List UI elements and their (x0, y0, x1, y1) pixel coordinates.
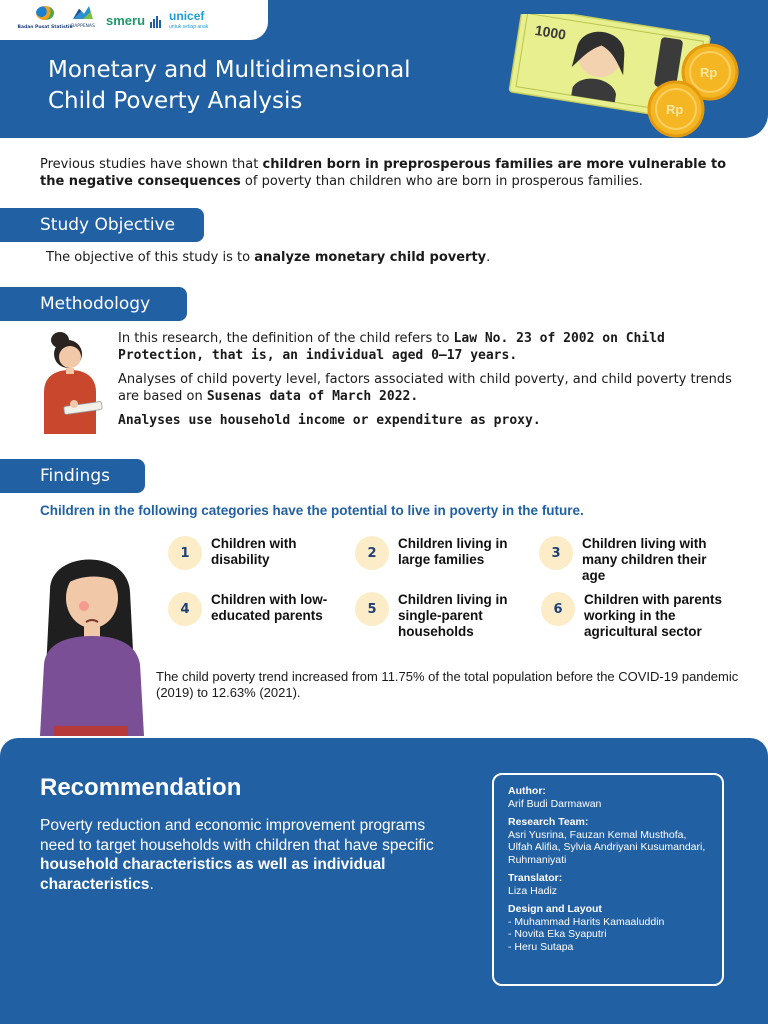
research-team-label: Research Team: (508, 816, 589, 828)
designer-name: - Heru Sutapa (508, 940, 574, 953)
unicef-logo: unicef untuk setiap anak (169, 9, 209, 30)
svg-text:Rp: Rp (666, 102, 684, 117)
designer-name: - Novita Eka Syaputri (508, 928, 607, 940)
designer-name: - Muhammad Harits Kamaaluddin (508, 915, 665, 928)
header (0, 0, 768, 138)
finding-category-2: 2 Children living in large families (355, 536, 538, 570)
methodology-text (118, 330, 738, 436)
bps-logo: Badan Pusat Statistik (30, 6, 60, 34)
finding-category-1: 1 Children with disability (168, 536, 351, 570)
objective-text: The objective of this study is to analyze monetary child poverty. (46, 250, 491, 265)
findings-lead: Children in the following categories have the potential to live in poverty in the future. (40, 503, 584, 518)
bappenas-logo: BAPPENAS (68, 6, 98, 34)
design-layout-label: Design and Layout (508, 903, 602, 915)
svg-text:Rp: Rp (700, 65, 718, 80)
finding-category-6: 6 Children with parents working in the agricultural sector (541, 592, 724, 640)
methodology-paragraph-2: Analyses of child poverty level, factors associated with child poverty, and child poverty trends are based on Susenas data of March 2022. (118, 372, 732, 404)
author-label: Author: (508, 785, 546, 797)
author-name: Arif Budi Darmawan (508, 797, 602, 810)
methodology-paragraph-1: In this research, the definition of the child refers to Law No. 23 of 2002 on Child Protection, that is, an individual aged 0–17 years. (118, 331, 665, 363)
section-heading-findings: Findings (0, 459, 145, 493)
research-team-names: Asri Yusrina, Fauzan Kemal Musthofa, Ulfah Alifia, Sylvia Andriyani Kusumandari, Ruhmaniyati (508, 828, 706, 866)
smeru-logo: smeru (106, 13, 161, 28)
poverty-trend-text: The child poverty trend increased from 11.75% of the total population before the COVID-19 pandemic (2019) to 12.63% (2021). (156, 669, 739, 700)
page-title: Monetary and Multidimensional Child Poverty Analysis (48, 57, 411, 114)
recommendation-text: Poverty reduction and economic improvement programs need to target households with children that have specific household characteristics as well as individual characteristics. (40, 817, 434, 893)
intro-paragraph: Previous studies have shown that children born in preprosperous families are more vulnerable to the negative consequences of poverty than children who are born in prosperous families. (40, 157, 727, 189)
recommendation-heading: Recommendation (40, 774, 242, 801)
translator-name: Liza Hadiz (508, 884, 558, 897)
money-illustration (506, 14, 746, 140)
finding-category-4: 4 Children with low-educated parents (168, 592, 331, 626)
credits-box (492, 773, 724, 986)
section-heading-methodology: Methodology (0, 287, 187, 321)
researcher-illustration (30, 330, 106, 434)
section-heading-study-objective: Study Objective (0, 208, 204, 242)
svg-text:1000: 1000 (533, 21, 568, 43)
worried-girl-illustration (36, 540, 146, 736)
translator-label: Translator: (508, 872, 563, 884)
finding-category-5: 5 Children living in single-parent households (355, 592, 528, 640)
methodology-paragraph-3: Analyses use household income or expenditure as proxy. (118, 413, 541, 428)
finding-category-3: 3 Children living with many children their age (539, 536, 722, 584)
coin-icon (649, 82, 703, 136)
partner-logos (0, 0, 268, 40)
